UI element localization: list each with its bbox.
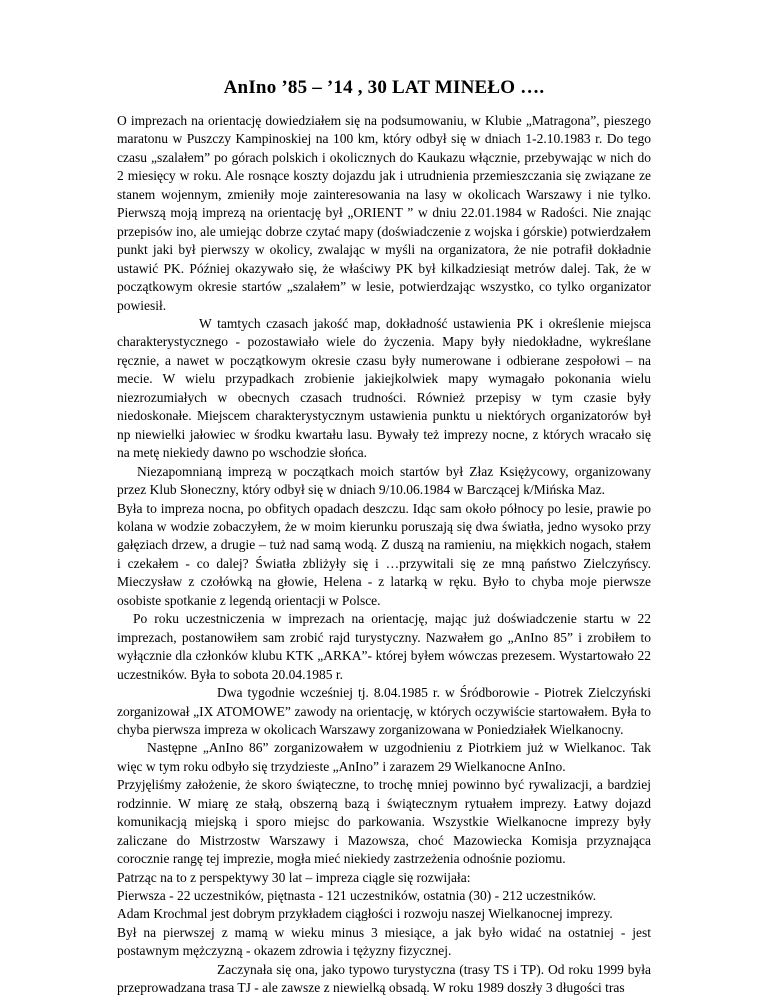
paragraph: Pierwsza - 22 uczestników, piętnasta - 121 uczestników, ostatnia (30) - 212 uczestników. xyxy=(117,888,597,904)
paragraph: Przyjęliśmy założenie, że skoro świąteczne, to trochę mniej powinno być rywalizacji, a bardziej rodzinnie. W miarę ze stałą, obszerną bazą i świątecznym rytuałem imprezy. Łatwy dojazd komunikacją miejską i sporo miejsc do parkowania. Wszystkie Wielkanocne imprezy były zaliczane do Mistrzostw Warszawy i Mazowsza, choć Mazowiecka Komisja przyznająca corocznie rangę tej imprezie, mogła mieć niekiedy zastrzeżenia odnośnie poziomu. xyxy=(117,777,651,867)
paragraph: Był na pierwszej z mamą w wieku minus 3 miesiące, a jak było widać na ostatniej - jest postawnym mężczyzną - okazem zdrowia i tężyzny fizycznej. xyxy=(117,924,651,959)
document-title: AnIno ’85 – ’14 , 30 LAT MINEŁO …. xyxy=(223,77,545,98)
paragraph: Dwa tygodnie wcześniej tj. 8.04.1985 r. w Śródborowie - Piotrek Zielczyński zorganizował „IX ATOMOWE” zawody na orientację, w których oczywiście startowałem. Była to chyba pierwsza impreza w okolicach Warszawy zorganizowana w Poniedziałek Wielkanocny. xyxy=(117,685,651,737)
paragraph: W tamtych czasach jakość map, dokładność ustawienia PK i określenie miejsca charakterystycznego - pozostawiało wiele do życzenia. Mapy były niedokładne, wykreślane ręcznie, a nawet w początkowym okresie czasu były numerowane i odbierane zespołowi – na mecie. W wielu przypadkach zrobienie jakiejkolwiek mapy wymagało pokonania wielu niezrozumiałych w obecnych czasach trudności. Również przepisy w tym czasie były niedoskonałe. Miejscem charakterystycznym ustawienia punktu u niektórych organizatorów był np niewielki jałowiec w środku kwartału lasu. Bywały też imprezy nocne, z których wracało się na metę niekiedy dawno po wschodzie słońca. xyxy=(117,315,651,461)
paragraph: Niezapomnianą imprezą w początkach moich startów był Złaz Księżycowy, organizowany przez Klub Słoneczny, który odbył się w dniach 9/10.06.1984 w Barczącej k/Mińska Maz. xyxy=(117,463,651,498)
paragraph: Adam Krochmal jest dobrym przykładem ciągłości i rozwoju naszej Wielkanocnej imprezy. xyxy=(117,906,613,922)
paragraph: Po roku uczestniczenia w imprezach na orientację, mając już doświadczenie startu w 22 imprezach, postanowiłem sam zrobić rajd turystyczny. Nazwałem go „AnIno 85” i zrobiłem to wyłącznie dla członków klubu KTK „ARKA”- której byłem wówczas prezesem. Wystartowało 22 uczestników. Była to sobota 20.04.1985 r. xyxy=(117,611,651,682)
paragraph: O imprezach na orientację dowiedziałem się na podsumowaniu, w Klubie „Matragona”, pieszego maratonu w Puszczy Kampinoskiej na 100 km, który odbył się w dniach 1-2.10.1983 r. Do tego czasu „szalałem” po górach polskich i okolicznych do Kaukazu włącznie, przebywając w nich do 2 miesięcy w roku. Ale rosnące koszty dojazdu jak i utrudnienia przemieszczania się związane ze stanem wojennym, zmieniły moje zainteresowania na lasy w okolicach Warszawy i nie tylko. Pierwszą moją imprezą na orientację był „ORIENT ” w dniu 22.01.1984 w Radości. Nie znając przepisów ino, ale umiejąc dobrze czytać mapy (doświadczenie z wojska i górskie) potwierdzałem punkt jaki był pierwszy w okolicy, zwalając w myśli na organizatora, że nie potrafił dokładnie ustawić PK. Później okazywało się, że właściwy PK był kilkadziesiąt metrów dalej. Tak, że w początkowym okresie startów „szalałem” w lesie, potwierdzając wszystko, co tylko organizator powiesił. xyxy=(117,113,651,313)
paragraph: Była to impreza nocna, po obfitych opadach deszczu. Idąc sam około północy po lesie, prawie po kolana w wodzie zobaczyłem, że w moim kierunku poruszają się dwa światła, jedno wysoko przy gałęziach drzew, a drugie – tuż nad samą wodą. Z duszą na ramieniu, na miękkich nogach, stałem i czekałem - co dalej? Światła zbliżyły się i …przywitali się ze mną państwo Zielczyńscy. Mieczysław z czołówką na głowie, Helena - z latarką w ręku. Było to chyba moje pierwsze osobiste spotkanie z legendą orientacji w Polsce. xyxy=(117,500,651,608)
paragraph: Następne „AnIno 86” zorganizowałem w uzgodnieniu z Piotrkiem już w Wielkanoc. Tak więc w tym roku odbyło się trzydzieste „AnIno” i zarazem 29 Wielkanocne AnIno. xyxy=(117,740,651,774)
paragraph: Patrząc na to z perspektywy 30 lat – impreza ciągle się rozwijała: xyxy=(117,869,471,885)
document-body xyxy=(117,112,651,998)
paragraph: Zaczynała się ona, jako typowo turystyczna (trasy TS i TP). Od roku 1999 była przeprowadzana trasa TJ - ale zawsze z niewielką obsadą. W roku 1989 doszły 3 długości tras xyxy=(117,961,651,996)
